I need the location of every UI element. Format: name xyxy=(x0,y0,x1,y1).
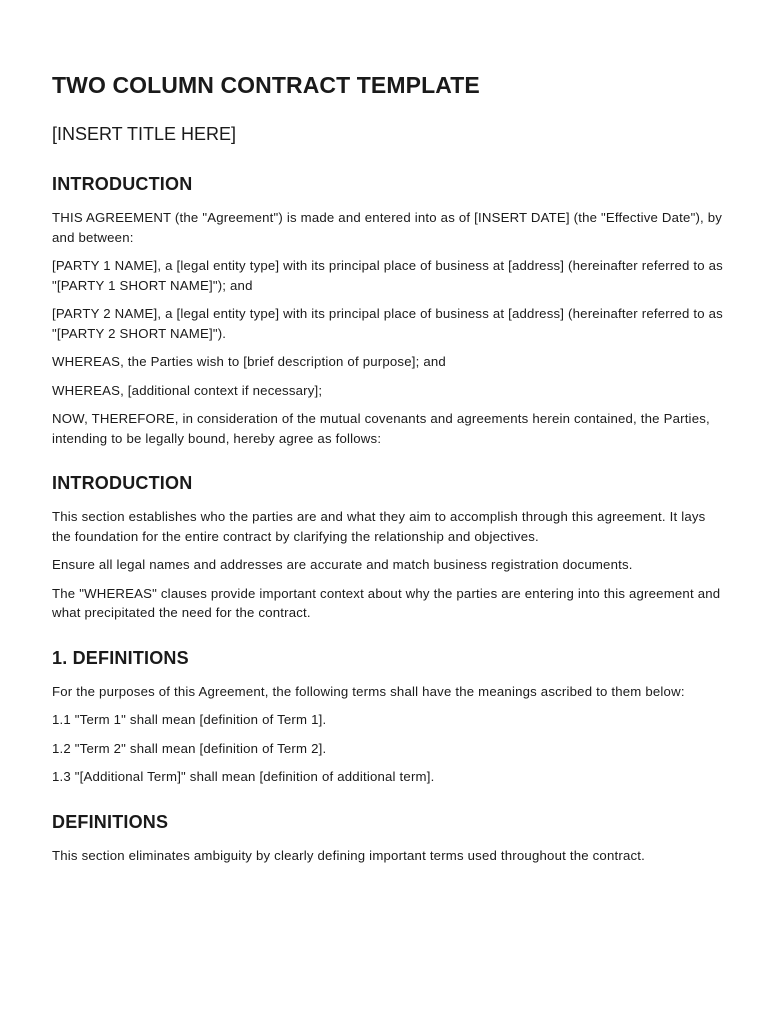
section-introduction xyxy=(52,172,724,448)
paragraph: The "WHEREAS" clauses provide important context about why the parties are entering into this agreement and what precipitated the need for the contract. xyxy=(52,585,721,620)
section-heading: 1. DEFINITIONS xyxy=(52,647,189,668)
section-definitions xyxy=(52,646,724,787)
paragraph: WHEREAS, [additional context if necessary]; xyxy=(52,382,323,398)
definition-item: 1.3 "[Additional Term]" shall mean [definition of additional term]. xyxy=(52,769,435,784)
paragraph: Ensure all legal names and addresses are accurate and match business registration documents. xyxy=(52,557,633,572)
paragraph: WHEREAS, the Parties wish to [brief description of purpose]; and xyxy=(52,354,446,369)
section-definitions-notes xyxy=(52,810,724,866)
section-heading: INTRODUCTION xyxy=(52,473,193,493)
definition-item: 1.2 "Term 2" shall mean [definition of Term 2]. xyxy=(52,740,327,756)
document-page xyxy=(52,70,724,874)
paragraph: THIS AGREEMENT (the "Agreement") is made and entered into as of [INSERT DATE] (the "Effective Date"), by and between: xyxy=(52,210,723,245)
paragraph: This section establishes who the parties are and what they aim to accomplish through this agreement. It lays the foundation for the entire contract by clarifying the relationship and objectives. xyxy=(52,509,706,544)
section-heading: DEFINITIONS xyxy=(52,811,169,832)
paragraph: [PARTY 1 NAME], a [legal entity type] with its principal place of business at [address] (hereinafter referred to as "[PARTY 1 SHORT NAME]"); and xyxy=(52,258,723,293)
paragraph: For the purposes of this Agreement, the following terms shall have the meanings ascribed to them below: xyxy=(52,683,685,699)
document-title: TWO COLUMN CONTRACT TEMPLATE xyxy=(52,72,480,98)
paragraph: [PARTY 2 NAME], a [legal entity type] with its principal place of business at [address] (hereinafter referred to as "[PARTY 2 SHORT NAME]"). xyxy=(52,306,723,341)
section-heading: INTRODUCTION xyxy=(52,174,193,194)
section-introduction-notes xyxy=(52,471,724,623)
document-subtitle: [INSERT TITLE HERE] xyxy=(52,124,237,144)
paragraph: NOW, THEREFORE, in consideration of the mutual covenants and agreements herein contained, the Parties, intending to be legally bound, hereby agree as follows: xyxy=(52,411,710,446)
paragraph: This section eliminates ambiguity by clearly defining important terms used throughout the contract. xyxy=(52,847,646,863)
definition-item: 1.1 "Term 1" shall mean [definition of Term 1]. xyxy=(52,712,327,727)
